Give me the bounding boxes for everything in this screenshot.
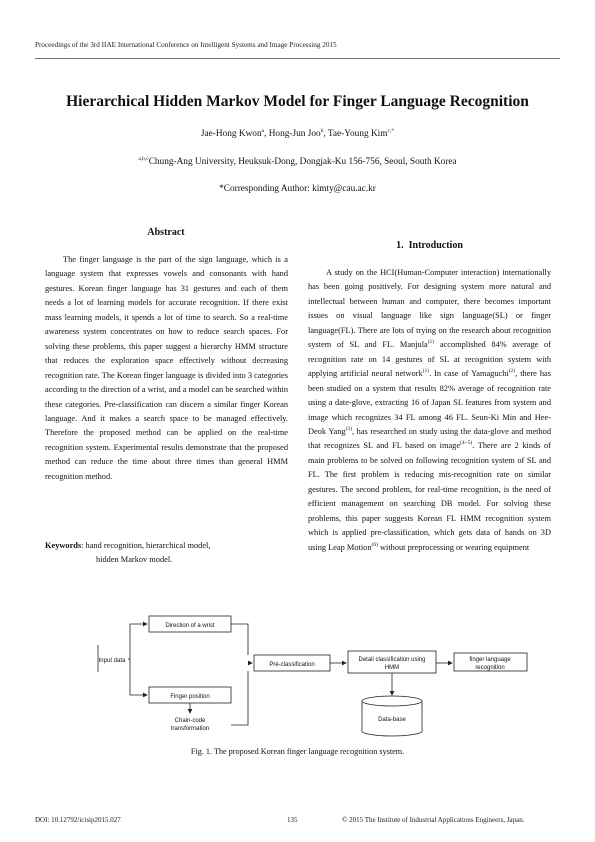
page-number: 135 [287, 816, 298, 824]
citation: (6) [371, 541, 378, 548]
intro-text: , has researched on study using the data-glove and method that recognizes SL and FL based on image [308, 426, 551, 451]
keywords-label: Keywords [45, 541, 82, 550]
intro-text: . There are 2 kinds of main problems to be solved on following recognition system of SL and FL. The first problem is reducing mis-recognition rate on similar gestures. The second problem, for real-time recognition, is the need of efficient management on searching DB model. For solving these problems, this paper suggests Korean FL HMM recognition system which is applied pre-classification, which gets data of hands on 3D using Leap Motion [308, 441, 551, 552]
chain-code-label-2: transformation [170, 726, 210, 732]
paper-title: Hierarchical Hidden Markov Model for Finger Language Recognition [66, 93, 529, 110]
corresponding-author: *Corresponding Author: kimty@cau.ac.kr [219, 184, 376, 194]
abstract-heading: Abstract [147, 227, 185, 238]
finger-language-label: finger language [469, 657, 511, 663]
copyright: © 2015 The Institute of Industrial Applications Engineers, Japan. [342, 816, 525, 824]
system-diagram [90, 607, 570, 742]
header-rule [35, 58, 560, 59]
author-superscript: b [320, 128, 324, 134]
introduction-heading: 1. Introduction [396, 240, 463, 251]
finger-position-label: Finger position [170, 694, 210, 700]
abstract-column [45, 253, 288, 484]
author-name: Jae-Hong Kwon [200, 129, 262, 139]
recognition-label: recognition [475, 665, 505, 671]
database-cylinder-top [362, 696, 422, 706]
database-label: Data-base [378, 717, 406, 723]
abstract-body: The finger language is the part of the sign language, which is a language system that expresses vowels and consonants with hand gestures. Korean finger language has 31 gestures and each of them needs a lot of learning models for accurate recognition. If there exist mass learning models, it spends a lot of time to search. So a real-time awareness system concentrates on how to reduce search spaces. For solving these problems, this paper suggest a hierarchy HMM structure that reduces the exploration space effectively without decreasing recognition rate. The Korean finger language is divided into 3 categories according to the direction of a wrist, and a model can be searched within these categories. Pre-classification can discern a similar finger Korean language. And it makes a search space to be managed effectively. Therefore the proposed method can be applied on the real-time recognition system. Experimental results demonstrate that the proposed method can reduce the time about three times than general HMM recognition method. [45, 255, 288, 481]
doi: DOI: 10.12792/icisip2015.027 [35, 816, 121, 824]
intro-text: accomplished 84% average of recognition rate on 14 gestures of SL at recognition system with applying artificial neural network [308, 340, 551, 379]
intro-text: without preprocessing or wearing equipment [377, 542, 530, 552]
pre-classification-label: Pre-classification [269, 662, 315, 668]
chain-code-label: Chain-code [174, 718, 206, 724]
author-name: Hong-Jun Joo [268, 129, 321, 139]
citation: (4~5) [460, 440, 473, 447]
affiliation-text: Chung-Ang University, Heuksuk-Dong, Dongjak-Ku 156-756, Seoul, South Korea [148, 157, 457, 167]
running-head: Proceedings of the 3rd IIAE International Conference on Intelligent Systems and Image Processing 2015 [35, 41, 337, 49]
citation: (1) [422, 368, 430, 375]
keywords-line-2: hidden Markov model. [96, 555, 173, 565]
affiliation [0, 157, 595, 167]
intro-text: A study on the HCI(Human-Computer interaction) internationally has been going positively. For designing system more natural and intellectual between human and computer, there becomes important issues on visual language like sign language(SL) or finger language(FL). There are lots of trying on the research about recognition system of SL and FL. Manjula [308, 268, 551, 350]
connector-line [231, 671, 248, 725]
author-list: Jae-Hong Kwon$^a$, Hong-Jun Joo$^b$, Tae-Young Kim$^{c,*}$ [200, 128, 395, 139]
author-superscript: a [261, 128, 265, 134]
wrist-direction-label: Direction of a wrist [165, 623, 215, 629]
citation: (1) [427, 339, 435, 346]
affiliation-superscript: a,b,c [138, 156, 149, 162]
intro-text: , there has been studied on a system that results 82% average of recognition rate using a date-glove, extracting 16 of Japan SL features from system and image which recognizes 34 FL among 46 FL. Seun-Ki Min and Hee-Deok Yang [308, 369, 551, 436]
keywords [45, 539, 288, 568]
introduction-column [308, 266, 551, 555]
introduction-body [308, 266, 551, 555]
intro-text: . In case of Yamaguchi [429, 369, 509, 379]
detail-classification-label-2: HMM [384, 665, 400, 671]
author-name: Tae-Young Kim [327, 129, 388, 139]
input-data-label: Input data [98, 658, 126, 664]
detail-classification-label: Detail classification using [358, 657, 426, 663]
citation: (2) [508, 368, 516, 375]
keywords-line-1: : hand recognition, hierarchical model, [81, 541, 211, 550]
author-superscript: c,* [387, 128, 395, 134]
citation: (3) [345, 425, 352, 432]
figure-caption: Fig. 1. The proposed Korean finger language recognition system. [190, 747, 405, 756]
connector-line [231, 624, 248, 655]
